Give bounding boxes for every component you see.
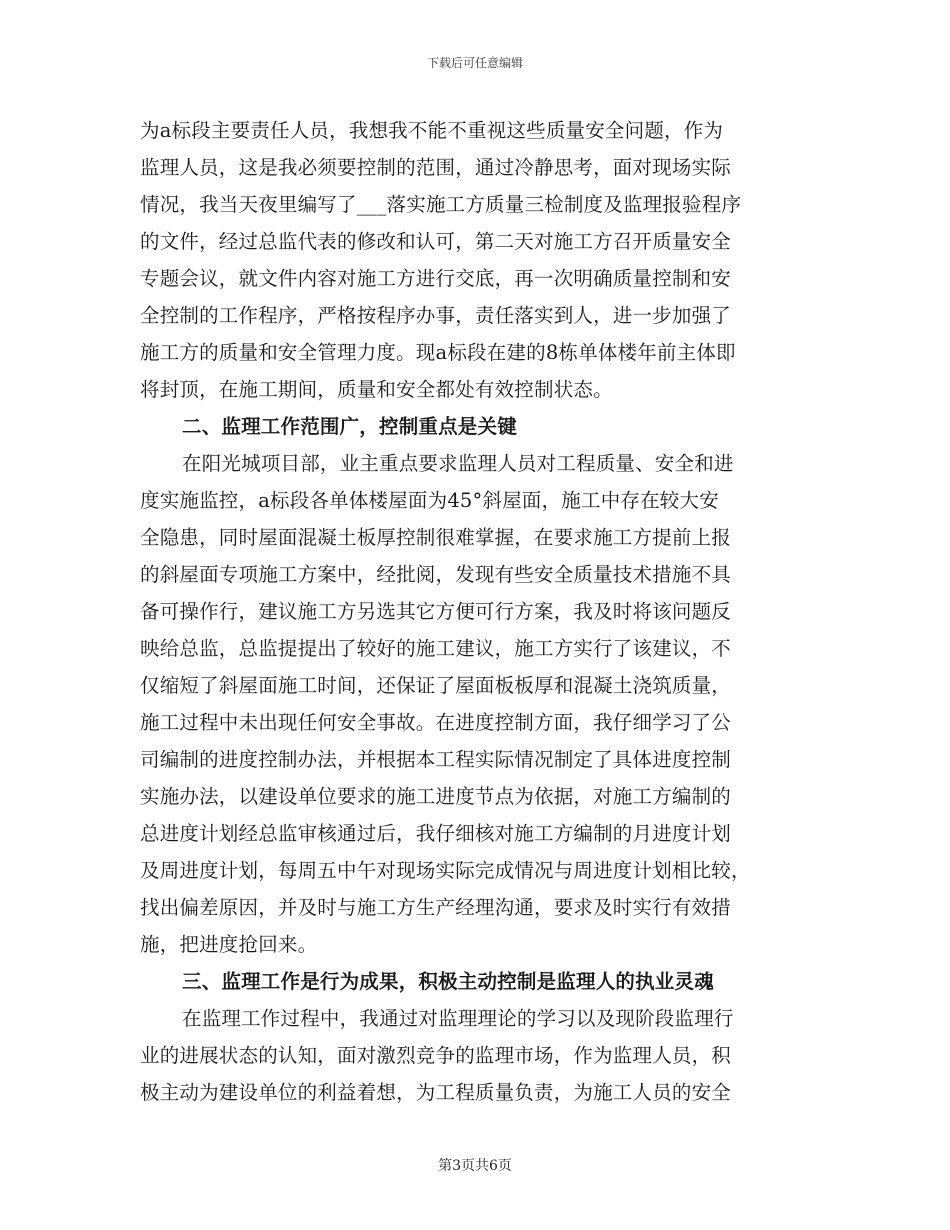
paragraph-line: 专题会议，就文件内容对施工方进行交底，再一次明确质量控制和安 — [140, 267, 732, 290]
page-footer: 第3页共6页 — [438, 1158, 512, 1174]
paragraph-line: 的文件，经过总监代表的修改和认可，第二天对施工方召开质量安全 — [140, 230, 732, 253]
paragraph-line: 映给总监，总监提提出了较好的施工建议，施工方实行了该建议，不 — [140, 637, 732, 660]
paragraph-line: 全隐患，同时屋面混凝土板厚控制很难掌握，在要求施工方提前上报 — [140, 526, 732, 549]
paragraph-line: 施，把进度抢回来。 — [140, 933, 318, 956]
paragraph-line: 及周进度计划，每周五中午对现场实际完成情况与周进度计划相比较， — [140, 859, 751, 882]
paragraph-line: 在监理工作过程中，我通过对监理理论的学习以及现阶段监理行 — [182, 1007, 734, 1030]
document-body — [140, 112, 810, 1111]
paragraph-line: 施工过程中未出现任何安全事故。在进度控制方面，我仔细学习了公 — [140, 711, 732, 734]
paragraph-line: 的斜屋面专项施工方案中，经批阅，发现有些安全质量技术措施不具 — [140, 563, 732, 586]
section-heading: 三、监理工作是行为成果，积极主动控制是监理人的执业灵魂 — [182, 970, 714, 993]
paragraph-line: 度实施监控，a标段各单体楼屋面为45°斜屋面，施工中存在较大安 — [140, 489, 719, 512]
paragraph-line: 全控制的工作程序，严格按程序办事，责任落实到人，进一步加强了 — [140, 304, 732, 327]
paragraph-line: 业的进展状态的认知，面对激烈竞争的监理市场，作为监理人员，积 — [140, 1044, 732, 1067]
page-header: 下载后可任意编辑 — [426, 56, 523, 70]
paragraph-line: 施工方的质量和安全管理力度。现a标段在建的8栋单体楼年前主体即 — [140, 341, 736, 364]
paragraph-line: 仅缩短了斜屋面施工时间，还保证了屋面板板厚和混凝土浇筑质量， — [140, 674, 732, 697]
paragraph-line: 找出偏差原因，并及时与施工方生产经理沟通，要求及时实行有效措 — [140, 896, 732, 919]
paragraph-line: 将封顶，在施工期间，质量和安全都处有效控制状态。 — [140, 378, 613, 401]
paragraph-line: 实施办法，以建设单位要求的施工进度节点为依据，对施工方编制的 — [140, 785, 732, 808]
paragraph-line: 司编制的进度控制办法，并根据本工程实际情况制定了具体进度控制 — [140, 748, 732, 771]
paragraph-line: 在阳光城项目部，业主重点要求监理人员对工程质量、安全和进 — [182, 452, 734, 475]
section-heading: 二、监理工作范围广，控制重点是关键 — [182, 415, 517, 438]
paragraph-line: 为a标段主要责任人员，我想我不能不重视这些质量安全问题，作为 — [140, 119, 724, 142]
paragraph-line: 监理人员，这是我必须要控制的范围，通过冷静思考，面对现场实际 — [140, 156, 732, 179]
paragraph-line: 备可操作行，建议施工方另选其它方便可行方案，我及时将该问题反 — [140, 600, 732, 623]
paragraph-line: 总进度计划经总监审核通过后，我仔细核对施工方编制的月进度计划 — [140, 822, 732, 845]
paragraph-line: 极主动为建设单位的利益着想，为工程质量负责，为施工人员的安全 — [140, 1081, 732, 1104]
paragraph-line: 情况，我当天夜里编写了___落实施工方质量三检制度及监理报验程序 — [140, 193, 742, 216]
